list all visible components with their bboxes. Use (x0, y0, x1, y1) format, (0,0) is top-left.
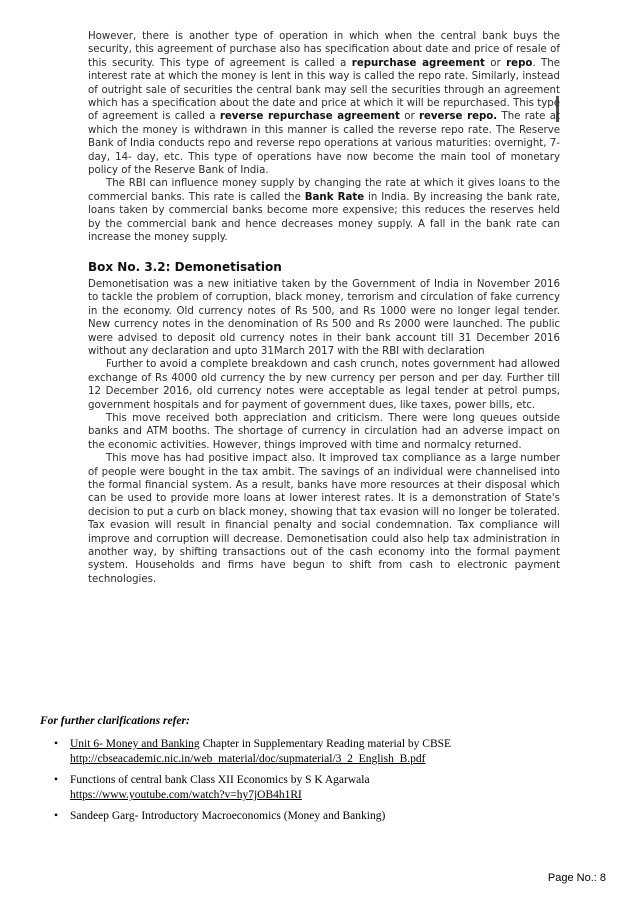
repo-text-5: The rate at which the money is withdrawn in this manner is called the reverse repo rate. The Reserve Bank of India conducts repo and reverse repo operations at various maturities: overnight, 7-day, 14- day, etc. This type of operations have now become the main tool of monetary policy of the Reserve Bank of India. (88, 111, 560, 177)
reference-video-title: Functions of central bank Class XII Economics by S K Agarwala (70, 774, 370, 786)
references-heading: For further clarifications refer: (40, 715, 190, 727)
box-title: Box No. 3.2: Demonetisation (88, 259, 282, 274)
youtube-video-link[interactable]: https://www.youtube.com/watch?v=hy7jOB4h1RI (70, 789, 302, 801)
demonetisation-paragraph-1: Demonetisation was a new initiative taken by the Government of India in November 2016 to tackle the problem of corruption, black money, terrorism and circulation of fake currency in the economy. Old currency notes of Rs 500, and Rs 1000 were no longer legal tender. New currency notes in the denomination of Rs 500 and Rs 2000 were launched. The public were advised to deposit old currency notes in their bank account till 31 December 2016 without any declaration and upto 31March 2017 with the RBI with declaration (88, 278, 560, 357)
scanned-textbook-excerpt (88, 30, 560, 586)
bullet-icon: • (54, 810, 59, 822)
bank-rate-text-1: The RBI can influence money supply by changing the rate at which it gives loans to the commercial banks. This rate is called the (88, 178, 560, 203)
reference-unit-title: Unit 6- Money and Banking (70, 738, 200, 750)
bank-rate-text-2: in India. By increasing the bank rate, loans taken by commercial banks become more expensive; this reduces the reserves held by the commercial bank and hence decreases money supply. A fall in the bank rate can increase the money supply. (88, 191, 560, 244)
reference-item-book (54, 809, 600, 824)
term-bank-rate: Bank Rate (304, 191, 365, 203)
bullet-icon: • (54, 774, 59, 786)
term-reverse-repurchase-agreement: reverse repurchase agreement (219, 111, 400, 123)
reference-book-title: Sandeep Garg- Introductory Macroeconomics (Money and Banking) (70, 810, 386, 822)
term-repurchase-agreement: repurchase agreement (351, 57, 485, 69)
repo-text-4: or (399, 111, 419, 123)
repo-paragraph (88, 30, 560, 177)
term-reverse-repo: reverse repo. (418, 111, 498, 123)
repo-text-2: or (484, 57, 507, 69)
reference-item-video (54, 773, 600, 803)
references-section (40, 715, 600, 830)
demonetisation-paragraph-4: This move has had positive impact also. It improved tax compliance as a large number of people were bought in the tax ambit. The savings of an individual were channelised into the formal financial system. As a result, banks have more resources at their disposal which can be used to provide more loans at lower interest rates. It is a demonstration of State's decision to put a curb on black money, showing that tax evasion will no longer be tolerated. Tax evasion will result in financial penalty and social condemnation. Tax compliance will improve and corruption will decrease. Demonetisation could also help tax administration in another way, by shifting transactions out of the cash economy into the formal payment system. Households and firms have begun to shift from cash to electronic payment technologies. (88, 453, 560, 585)
reference-unit-desc: Chapter in Supplementary Reading material by CBSE (199, 738, 452, 750)
term-repo: repo (506, 57, 533, 69)
reference-item-cbse (54, 737, 600, 767)
demonetisation-paragraph-3: This move received both appreciation and criticism. There were long queues outside banks and ATM booths. The shortage of currency in circulation had an adverse impact on the economic activities. However, things improved with time and normalcy returned. (88, 412, 560, 451)
page-number: Page No.: 8 (547, 872, 606, 884)
bullet-icon: • (54, 738, 59, 750)
bank-rate-paragraph (88, 177, 560, 244)
demonetisation-paragraph-2: Further to avoid a complete breakdown and cash crunch, notes government had allowed exchange of Rs 4000 old currency the by new currency per person and per day. Further till 12 December 2016, old currency notes were acceptable as legal tender at petrol pumps, government hospitals and for payment of government dues, like taxes, power bills, etc. (88, 359, 560, 411)
repo-text-3: . The interest rate at which the money is lent in this way is called the repo rate. Similarly, instead of outright sale of securities the central bank may sell the securities through an agreement which has a specification about the date and price at which it will be repurchased. This type of agreement is called a (88, 57, 560, 123)
repo-text-1: However, there is another type of operation in which when the central bank buys the security, this agreement of purchase also has specification about date and price of resale of this security. This type of agreement is called a (88, 31, 560, 69)
references-list (40, 737, 600, 824)
cbse-material-link[interactable]: http://cbseacademic.nic.in/web_material/doc/supmaterial/3_2_English_B.pdf (70, 753, 426, 765)
